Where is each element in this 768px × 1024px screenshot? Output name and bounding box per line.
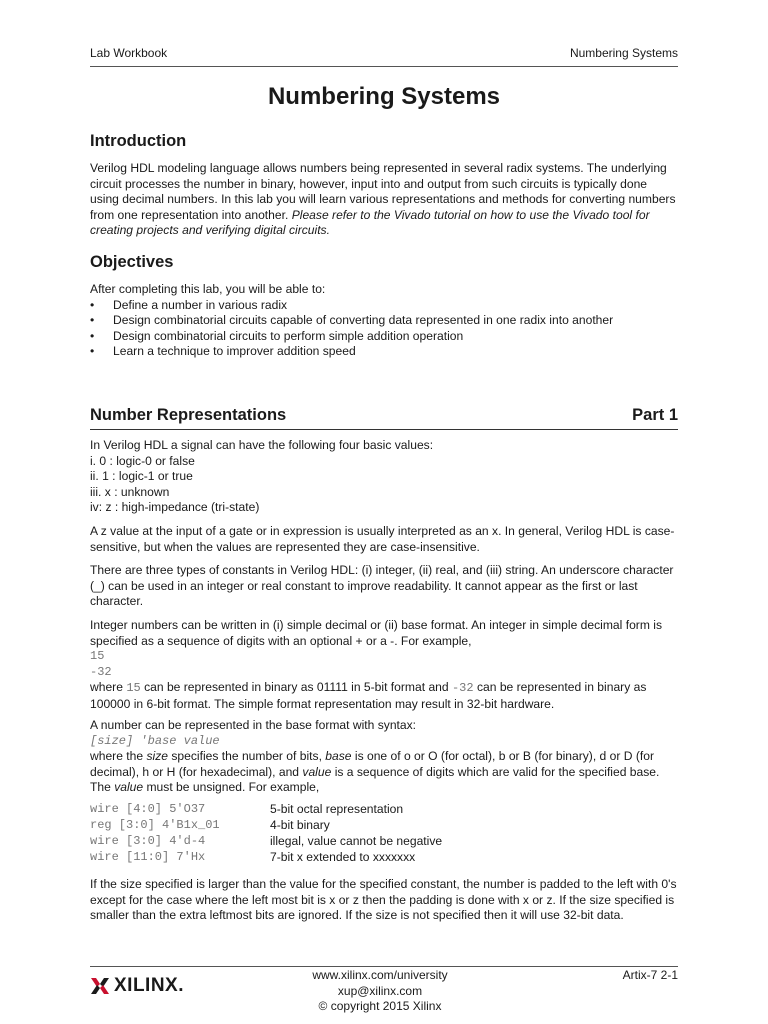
header-right: Numbering Systems (569, 46, 678, 60)
padding-text: If the size specified is larger than the value for the specified constant, the number is padded to the left with 0's except for the case where the left most bit is x or z then the padding is done with x or z. If the size specified is smaller than the extra leftmost bits are ignored. If the size is not specified then it will use 32-bit data. (90, 877, 677, 923)
z-value-text: A z value at the input of a gate or in expression is usually interpreted as an x. In general, Verilog HDL is case-sensitive, but when the values are represented they are case-insensitive. (90, 524, 675, 554)
introduction-italic-note: Please refer to the Vivado tutorial on how to use the Vivado tool for creating projects and verifying digital circuits. (90, 207, 650, 238)
term-size: size (146, 749, 168, 764)
base-text-3: is one of o or O (for octal), b or B (for binary), d or D (for decimal), h or H (for hexadecimal), and (90, 749, 654, 779)
constants-paragraph (90, 563, 678, 610)
footer-email[interactable]: xup@xilinx.com (337, 983, 423, 998)
inline-code-m32: -32 (451, 681, 474, 696)
base-format-syntax (90, 734, 678, 750)
basic-value-item: i. 0 : logic-0 or false (90, 453, 195, 468)
example-row (90, 834, 678, 850)
integer-text: Integer numbers can be written in (i) simple decimal or (ii) base format. An integer in simple decimal form is specified as a sequence of digits with an optional + or a -. For example, (90, 618, 662, 648)
introduction-heading: Introduction (90, 132, 187, 150)
term-base: base (325, 749, 352, 764)
basic-value-item: iii. x : unknown (90, 484, 170, 499)
example-description: illegal, value cannot be negative (270, 834, 443, 848)
example-code: wire [11:0] 7'Hx (90, 850, 206, 864)
where-text-3: can be represented in binary as 100000 in 6-bit format. The simple format representation may result in 32-bit hardware. (90, 680, 647, 711)
example-description: 7-bit x extended to xxxxxxx (270, 850, 416, 864)
syntax-size: [size] (90, 733, 134, 748)
example-code: wire [4:0] 5'O37 (90, 802, 206, 816)
objective-item: • Learn a technique to improver addition speed (90, 344, 678, 360)
example-code: reg [3:0] 4'B1x_01 (90, 818, 220, 832)
number-representations-heading: Number Representations (90, 406, 287, 424)
document-page (90, 0, 678, 1024)
header-left: Lab Workbook (90, 46, 168, 60)
constants-text: There are three types of constants in Verilog HDL: (i) integer, (ii) real, and (iii) string. An underscore character (_) can be used in an integer or real constant to improve readability. It cannot appear as the first or last character. (90, 563, 674, 609)
section-rule (90, 429, 678, 430)
page-title: Numbering Systems (267, 83, 501, 110)
base-format-paragraph (90, 718, 678, 796)
example-row (90, 802, 678, 818)
term-value: value (302, 764, 332, 779)
where-text-2: can be represented in binary as 01111 in 5-bit format and (140, 680, 452, 695)
introduction-text: Verilog HDL modeling language allows numbers being represented in several radix systems. The underlying circuit processes the number in binary, however, input into and output from such circuits is typically done using decimal numbers. In this lab you will learn various representations and methods for converting numbers from one representation into another. (90, 161, 676, 222)
xilinx-logo (90, 975, 184, 997)
objectives-block (90, 282, 678, 360)
objectives-list (90, 298, 678, 360)
base-text-5: must be unsigned. For example, (143, 780, 320, 795)
header-rule (90, 66, 678, 67)
code-example-15: 15 (90, 649, 105, 664)
example-row (90, 850, 678, 866)
objective-item: • Define a number in various radix (90, 298, 678, 314)
footer-rule (90, 966, 678, 967)
footer-center (250, 968, 510, 1015)
footer-page-number: Artix-7 2-1 (622, 968, 678, 982)
page-header (90, 46, 678, 62)
code-example-m32: -32 (90, 664, 112, 679)
objectives-lead: After completing this lab, you will be able to: (90, 282, 326, 296)
where-text-1: where (90, 680, 127, 695)
objective-item: • Design combinatorial circuits capable of converting data represented in one radix into another (90, 313, 678, 329)
example-description: 5-bit octal representation (270, 802, 404, 816)
part-label: Part 1 (632, 406, 678, 424)
footer-url[interactable]: www.xilinx.com/university (312, 968, 448, 982)
base-format-intro: A number can be represented in the base format with syntax: (90, 718, 417, 732)
term-value-2: value (114, 780, 144, 795)
base-text-4: is a sequence of digits which are valid for the specified base. The (90, 764, 660, 795)
example-code: wire [3:0] 4'd-4 (90, 834, 206, 848)
example-row (90, 818, 678, 834)
objectives-heading: Objectives (90, 253, 174, 271)
footer-copyright: © copyright 2015 Xilinx (318, 999, 442, 1013)
syntax-base-value: 'base value (133, 733, 220, 748)
padding-paragraph (90, 877, 678, 924)
base-text-2: specifies the number of bits, (168, 749, 326, 764)
basic-values-intro: In Verilog HDL a signal can have the following four basic values: (90, 438, 434, 452)
base-text-1: where the (90, 749, 147, 764)
basic-value-item: iv: z : high-impedance (tri-state) (90, 500, 260, 515)
basic-values-block (90, 438, 678, 516)
z-value-paragraph (90, 524, 678, 555)
basic-value-item: ii. 1 : logic-1 or true (90, 469, 193, 484)
xilinx-x-icon (90, 976, 110, 996)
introduction-paragraph (90, 161, 678, 239)
integer-paragraph (90, 618, 678, 713)
objective-item: • Design combinatorial circuits to perform simple addition operation (90, 329, 678, 345)
inline-code-15: 15 (126, 681, 141, 696)
example-description: 4-bit binary (270, 818, 330, 832)
logo-wordmark: XILINX. (114, 975, 185, 997)
